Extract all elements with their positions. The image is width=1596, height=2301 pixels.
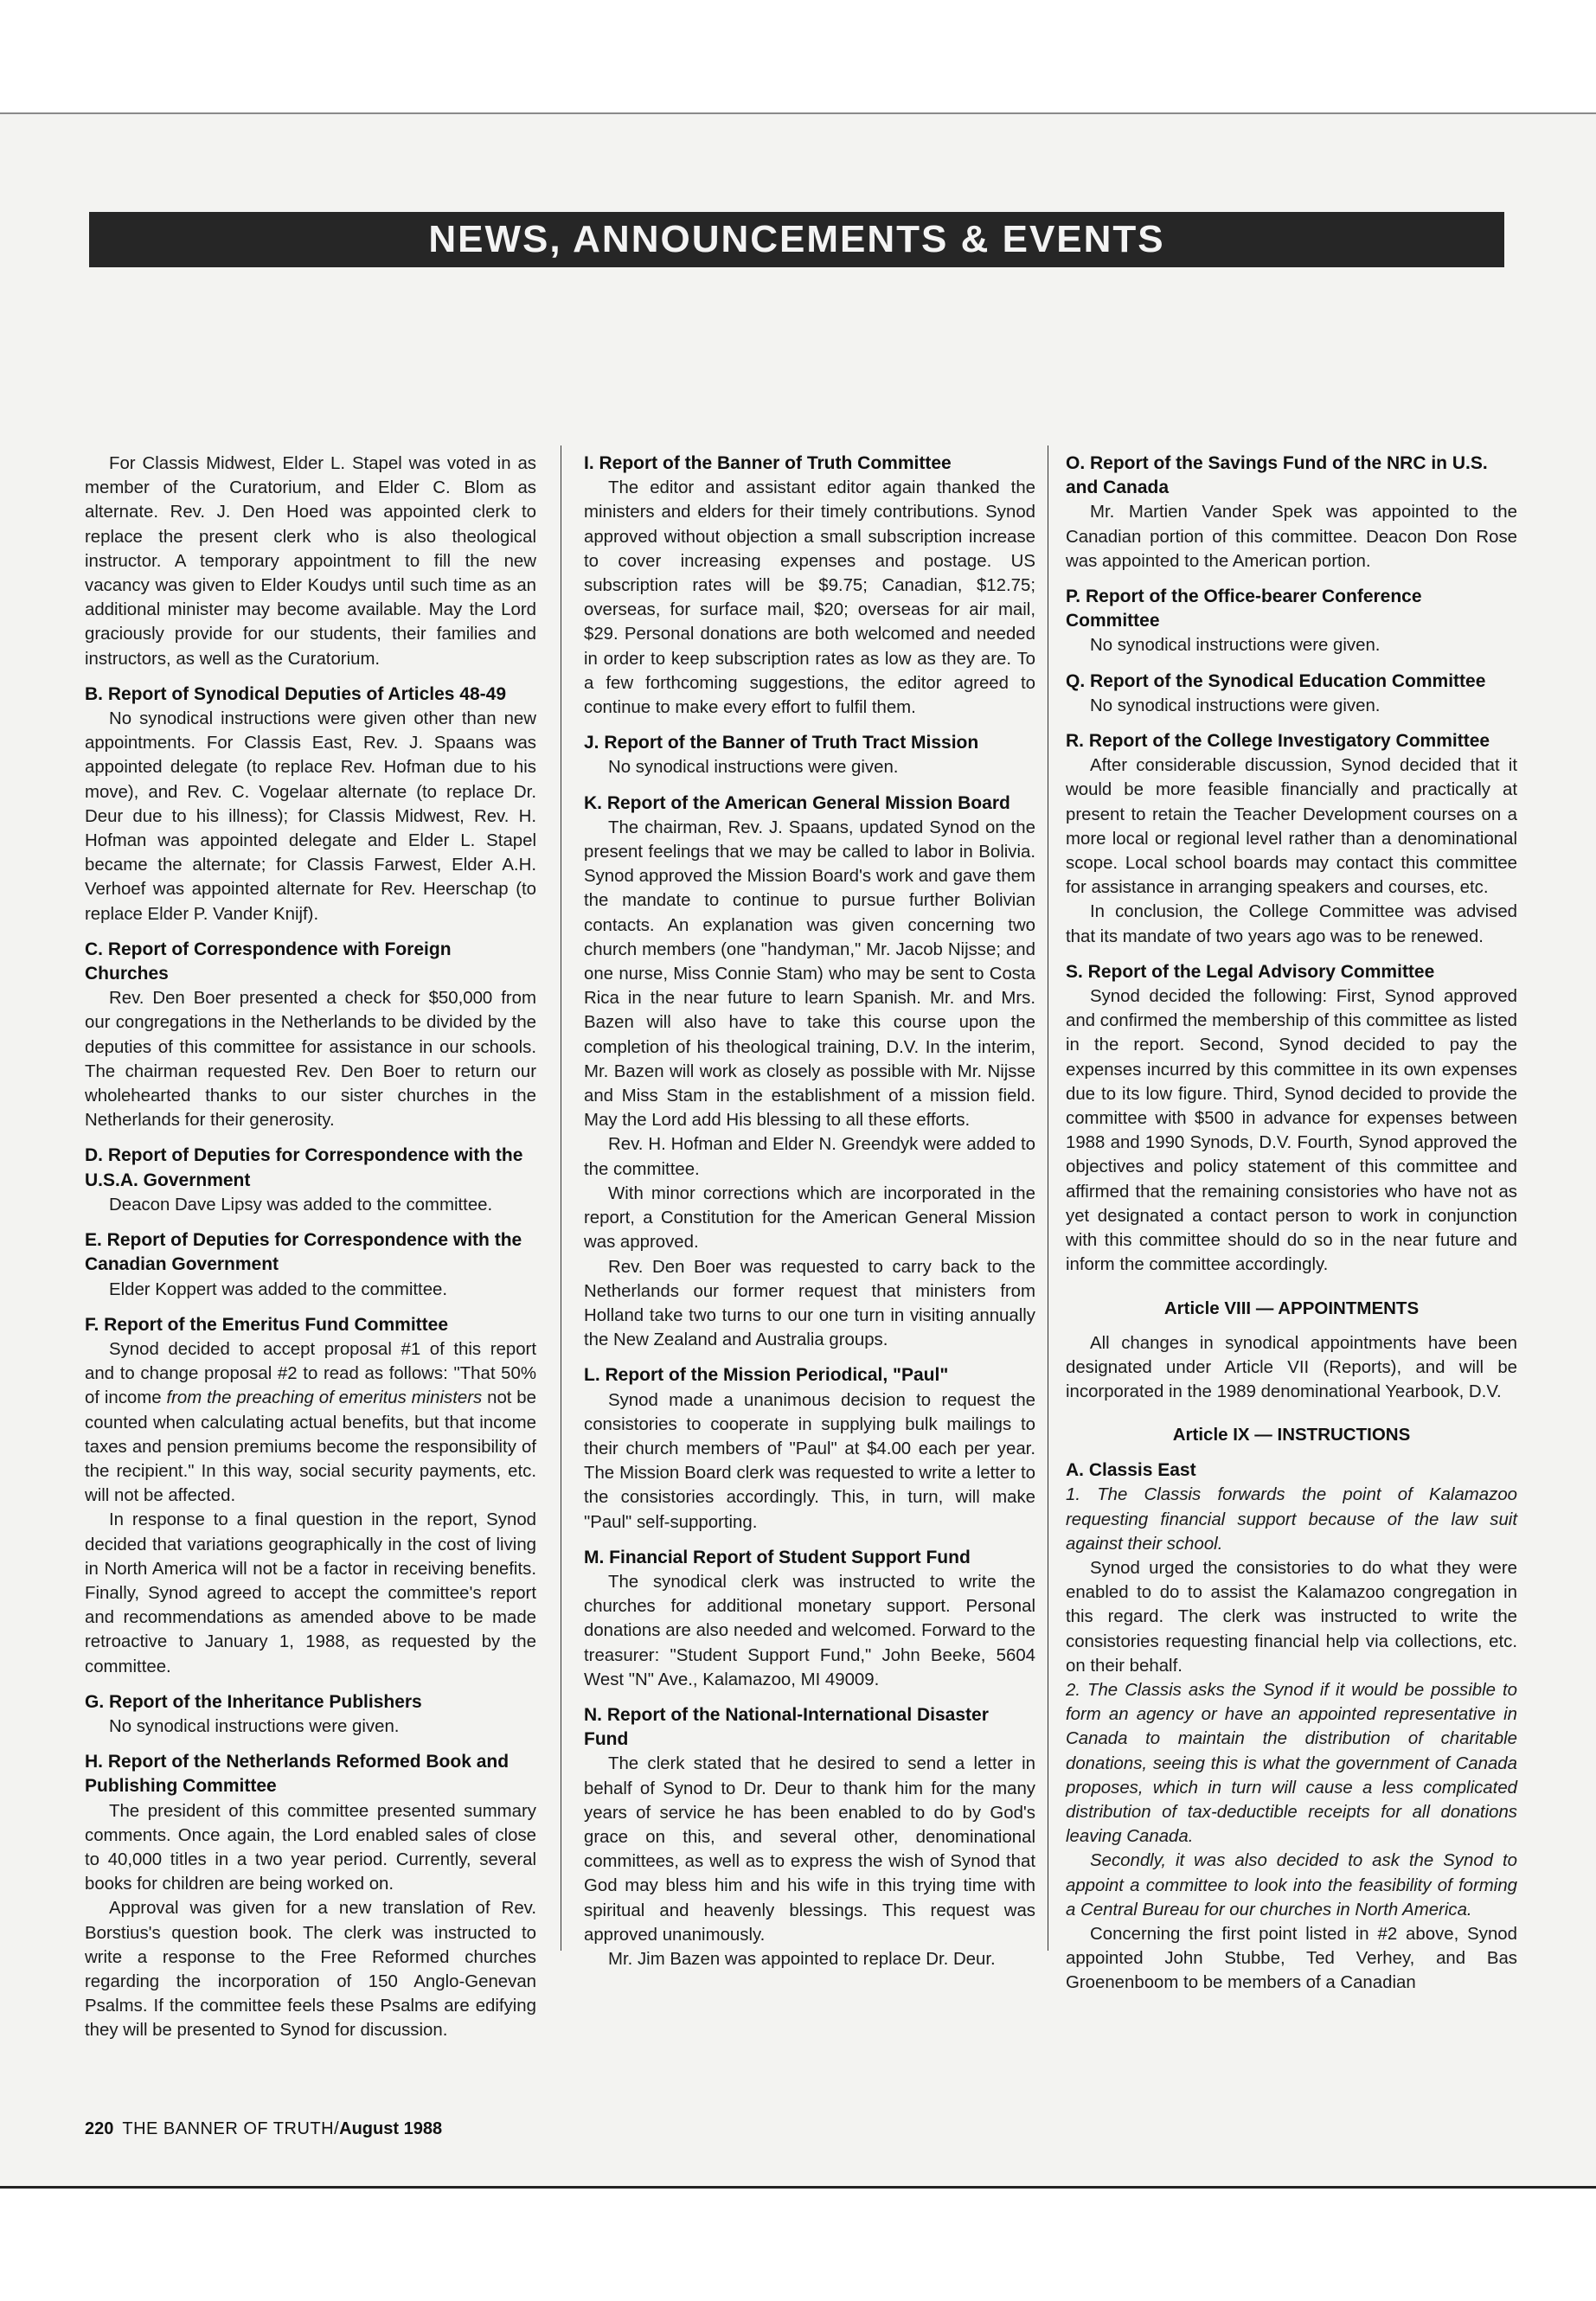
section-heading: H. Report of the Netherlands Reformed Book and Publishing Committee: [85, 1752, 510, 1797]
section-heading: S. Report of the Legal Advisory Committee: [1066, 961, 1435, 982]
article-heading: Article VIII — APPOINTMENTS: [1163, 1298, 1420, 1318]
paragraph: [1066, 1678, 1517, 1849]
section-heading: I. Report of the Banner of Truth Committee: [584, 453, 952, 473]
publication-name: THE BANNER OF TRUTH/: [122, 2119, 340, 2138]
paragraph: Synod made a unanimous decision to request the consistories to cooperate in supplying bulk mailings to their church members of "Paul" at $4.00 each per year. The Mission Board clerk was requested to write a letter to the consistories accordingly. This, in turn, will make "Paul" self-supporting.: [584, 1390, 1035, 1532]
section-banner: [89, 212, 1504, 267]
issue-date: August 1988: [339, 2119, 443, 2138]
section-heading: P. Report of the Office-bearer Conference Committee: [1066, 586, 1422, 631]
paragraph: Rev. Den Boer presented a check for $50,000 from our congregations in the Netherlands to be divided by the deputies of this committee for assistance in our schools. The chairman requested Rev. Den Boer to return our wholehearted thanks to our sister churches in the Netherlands for their generosity.: [85, 989, 536, 1131]
section-heading: D. Report of Deputies for Correspondence with the U.S.A. Government: [85, 1145, 523, 1190]
section-heading: J. Report of the Banner of Truth Tract Mission: [584, 733, 979, 753]
paragraph: No synodical instructions were given.: [109, 1716, 400, 1736]
paragraph: In response to a final question in the report, Synod decided that variations geographically in the cost of living in North America will not be a factor in receiving benefits. Finally, Synod agreed to accept the committee's report and recommendations as amended above to be made retroactive to January 1, 1988, as requested by the committee.: [85, 1510, 536, 1676]
paragraph: All changes in synodical appointments have been designated under Article VII (Reports), and will be incorporated in the 1989 denominational Yearbook, D.V.: [1066, 1333, 1517, 1401]
italic-span: 2. The Classis asks the Synod if it would be possible to form an agency or have an appointed representative in Canada to maintain the distribution of charitable donations, seeing this is what the government of Canada proposes, which in turn will cause a less complicated distribution of tax-deductible receipts for all donations leaving Canada.: [1066, 1680, 1517, 1847]
section-heading: C. Report of Correspondence with Foreign Churches: [85, 939, 452, 984]
paragraph: Mr. Jim Bazen was appointed to replace Dr. Deur.: [608, 1949, 996, 1969]
paragraph: The president of this committee presented summary comments. Once again, the Lord enabled sales of close to 40,000 titles in a two year period. Currently, several books for children are being worked on.: [85, 1801, 536, 1894]
page-number: 220: [85, 2119, 114, 2138]
paragraph: In conclusion, the College Committee was advised that its mandate of two years ago was to be renewed.: [1066, 902, 1517, 946]
section-heading: M. Financial Report of Student Support Fund: [584, 1547, 971, 1567]
paragraph: Rev. H. Hofman and Elder N. Greendyk were added to the committee.: [584, 1135, 1035, 1179]
paragraph: For Classis Midwest, Elder L. Stapel was voted in as member of the Curatorium, and Elder C. Blom as alternate. Rev. J. Den Hoed was appointed clerk to replace the present clerk who is also theological instructor. A temporary appointment to fill the new vacancy was given to Elder Koudys until such time as an additional minister may become available. May the Lord graciously provide for our students, their families and instructors, as well as the Curatorium.: [85, 454, 536, 669]
paragraph: Rev. Den Boer was requested to carry back to the Netherlands our former request that ministers from Holland take two turns to our one turn in visiting annually the New Zealand and Australia groups.: [584, 1257, 1035, 1350]
text-span: not be counted when calculating actual benefits, but that income taxes and pension premiums become the responsibility of the recipient." In this way, social security payments, etc. will not be affected.: [85, 1388, 536, 1506]
section-heading: B. Report of Synodical Deputies of Articles 48-49: [85, 683, 506, 704]
section-heading: N. Report of the National-International Disaster Fund: [584, 1704, 989, 1750]
section-heading: K. Report of the American General Mission Board: [584, 792, 1010, 813]
paragraph: The editor and assistant editor again thanked the ministers and elders for their timely contributions. Synod approved without objection a small subscription increase to cover increasing expenses and postage. US subscription rates will be $9.75; Canadian, $12.75; overseas, for surface mail, $20; overseas for air mail, $29. Personal donations are both welcomed and needed in order to keep subscription rates as low as they are. To a few forthcoming suggestions, the editor agreed to continue to make every effort to fulfil them.: [584, 478, 1035, 718]
banner-title: NEWS, ANNOUNCEMENTS & EVENTS: [428, 218, 1165, 260]
section-heading: L. Report of the Mission Periodical, "Paul": [584, 1365, 949, 1386]
paragraph: [85, 1337, 536, 1508]
italic-span: from the preaching of emeritus ministers: [166, 1388, 483, 1408]
section-heading: Q. Report of the Synodical Education Committee: [1066, 670, 1486, 691]
paragraph: Approval was given for a new translation of Rev. Borstius's question book. The clerk was instructed to write a response to the Free Reformed churches regarding the incorporation of 150 Anglo-Genevan Psalms. If the committee feels these Psalms are edifying they will be presented to Synod for discussion.: [85, 1899, 536, 2041]
column-3: [1066, 452, 1517, 1996]
paragraph: The chairman, Rev. J. Spaans, updated Synod on the present feelings that we may be called to labor in Bolivia. Synod approved the Mission Board's work and gave them the mandate to continue to pursue further Bolivian contacts. An explanation was given concerning two church members (one "handyman," Mr. Jacob Nijsse; and one nurse, Miss Connie Stam) who may be sent to Costa Rica in the near future to learn Spanish. Mr. and Mrs. Bazen will also have to take this course upon the completion of his theological training, D.V. In the interim, Mr. Bazen will work as closely as possible with Mr. Nijsse and Miss Stam in the establishment of a mission field. May the Lord add His blessing to all these efforts.: [584, 817, 1035, 1131]
paragraph: Synod urged the consistories to do what they were enabled to do to assist the Kalamazoo congregation in this regard. The clerk was instructed to write the consistories requesting financial help via collections, etc. on their behalf.: [1066, 1558, 1517, 1676]
paragraph: Deacon Dave Lipsy was added to the committee.: [109, 1195, 493, 1215]
italic-span: Secondly, it was also decided to ask the Synod to appoint a committee to look into the feasibility of forming a Central Bureau for our churches in North America.: [1066, 1851, 1517, 1920]
paragraph: No synodical instructions were given other than new appointments. For Classis East, Rev. J. Spaans was appointed delegate (to replace Rev. Hofman due to his move), and Rev. C. Vogelaar alternate (to replace Dr. Deur due to his illness); for Classis Midwest, Rev. H. Hofman was appointed delegate and Elder L. Stapel became the alternate; for Classis Farwest, Elder A.H. Verhoef was appointed alternate for Rev. Heerschap (to replace Elder P. Vander Knijf).: [85, 709, 536, 924]
paragraph: Mr. Martien Vander Spek was appointed to the Canadian portion of this committee. Deacon Don Rose was appointed to the American portion.: [1066, 503, 1517, 571]
italic-span: 1. The Classis forwards the point of Kalamazoo requesting financial support because of the law suit against their school.: [1066, 1485, 1517, 1554]
section-heading: A. Classis East: [1066, 1460, 1196, 1481]
section-heading: O. Report of the Savings Fund of the NRC in U.S. and Canada: [1066, 453, 1488, 498]
paragraph: No synodical instructions were given.: [1090, 695, 1381, 715]
paragraph: No synodical instructions were given.: [1090, 636, 1381, 656]
article-heading: Article IX — INSTRUCTIONS: [1172, 1425, 1411, 1445]
text-span: Synod decided to accept proposal #1 of this report and to change proposal #2 to read as follows: "That 50% of income: [85, 1339, 536, 1408]
paragraph: Concerning the first point listed in #2 above, Synod appointed John Stubbe, Ted Verhey, and Bas Groenenboom to be members of a Canadian: [1066, 1924, 1517, 1993]
section-heading: E. Report of Deputies for Correspondence with the Canadian Government: [85, 1230, 522, 1275]
paragraph: [1066, 1849, 1517, 1922]
section-heading: G. Report of the Inheritance Publishers: [85, 1691, 422, 1712]
column-2: [584, 452, 1035, 1971]
paragraph: After considerable discussion, Synod decided that it would be more feasible financially and practically at present to retain the Teacher Development courses on a more local or regional level rather than a denominational scope. Local school boards may contact this committee for assistance in arranging speakers and courses, etc.: [1066, 756, 1517, 898]
paragraph: The synodical clerk was instructed to write the churches for additional monetary support. Personal donations are also needed and welcomed. Forward to the treasurer: "Student Support Fund," John Beeke, 5604 West "N" Ave., Kalamazoo, MI 49009.: [584, 1572, 1035, 1689]
column-1: [85, 452, 536, 2043]
paragraph: No synodical instructions were given.: [608, 758, 899, 778]
paragraph: The clerk stated that he desired to send a letter in behalf of Synod to Dr. Deur to thank him for the many years of service he has been enabled to do by God's grace on this, and several other, denominational committees, as well as to express the wish of Synod that God may bless him and his wife in this trying time with spiritual and heavenly blessings. This request was approved unanimously.: [584, 1754, 1035, 1945]
paragraph: Elder Koppert was added to the committee.: [109, 1279, 448, 1299]
paragraph: [1066, 1483, 1517, 1556]
paragraph: Synod decided the following: First, Synod approved and confirmed the membership of this committee as listed in the report. Second, Synod decided to pay the expenses incurred by this committee in its own expenses due to its low figure. Third, Synod decided to provide the committee with $500 in advance for expenses between 1988 and 1990 Synods, D.V. Fourth, Synod approved the objectives and policy statement of this committee and affirmed that the remaining consistories who have not as yet designated a contact person to work in conjunction with this committee should do so in the near future and inform the committee accordingly.: [1066, 987, 1517, 1275]
paragraph: With minor corrections which are incorporated in the report, a Constitution for the American General Mission was approved.: [584, 1183, 1035, 1253]
page-footer: [85, 2119, 442, 2139]
section-heading: F. Report of the Emeritus Fund Committee: [85, 1314, 449, 1335]
section-heading: R. Report of the College Investigatory Committee: [1066, 731, 1490, 752]
